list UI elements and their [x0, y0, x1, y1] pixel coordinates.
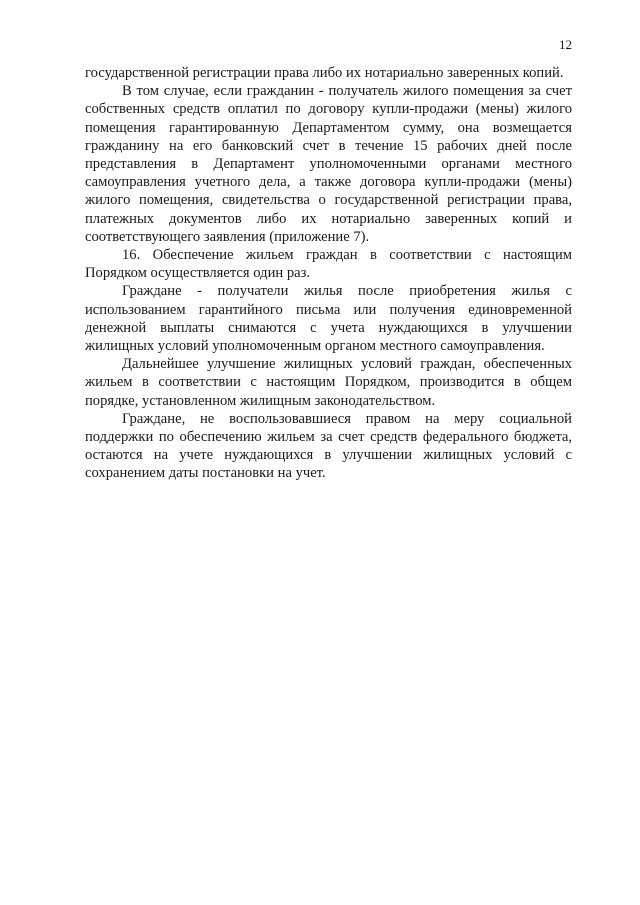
document-body [85, 64, 572, 483]
page-number: 12 [559, 37, 572, 52]
paragraph-registration-copies: государственной регистрации права либо их нотариально заверенных копий. [85, 65, 564, 81]
paragraph-reimbursement: В том случае, если гражданин - получатель жилого помещения за счет собственных средств оплатил по договору купли-продажи (мены) жилого помещения гарантированную Департаментом сумму, она возмещается гражданину на его банковский счет в течение 15 рабочих дней после представления в Департамент уполномоченными органами местного самоуправления учетного дела, а также договора купли-продажи (мены) жилого помещения, свидетельства о государственной регистрации права, платежных документов либо их нотариально заверенных копий и соответствующего заявления (приложение 7). [85, 83, 572, 245]
paragraph-clause-16: 16. Обеспечение жильем граждан в соответствии с настоящим Порядком осуществляется один раз. [85, 247, 572, 282]
paragraph-removal-from-register: Граждане - получатели жилья после приобретения жилья с использованием гарантийного письма или получения единовременной денежной выплаты снимаются с учета нуждающихся в улучшении жилищных условий уполномоченным органом местного самоуправления. [85, 283, 572, 355]
paragraph-further-improvement: Дальнейшее улучшение жилищных условий граждан, обеспеченных жильем в соответствии с настоящим Порядком, производится в общем порядке, установленном жилищным законодательством. [85, 356, 572, 409]
paragraph-remain-on-register: Граждане, не воспользовавшиеся правом на меру социальной поддержки по обеспечению жильем за счет средств федерального бюджета, остаются на учете нуждающихся в улучшении жилищных условий с сохранением даты постановки на учет. [85, 410, 572, 482]
